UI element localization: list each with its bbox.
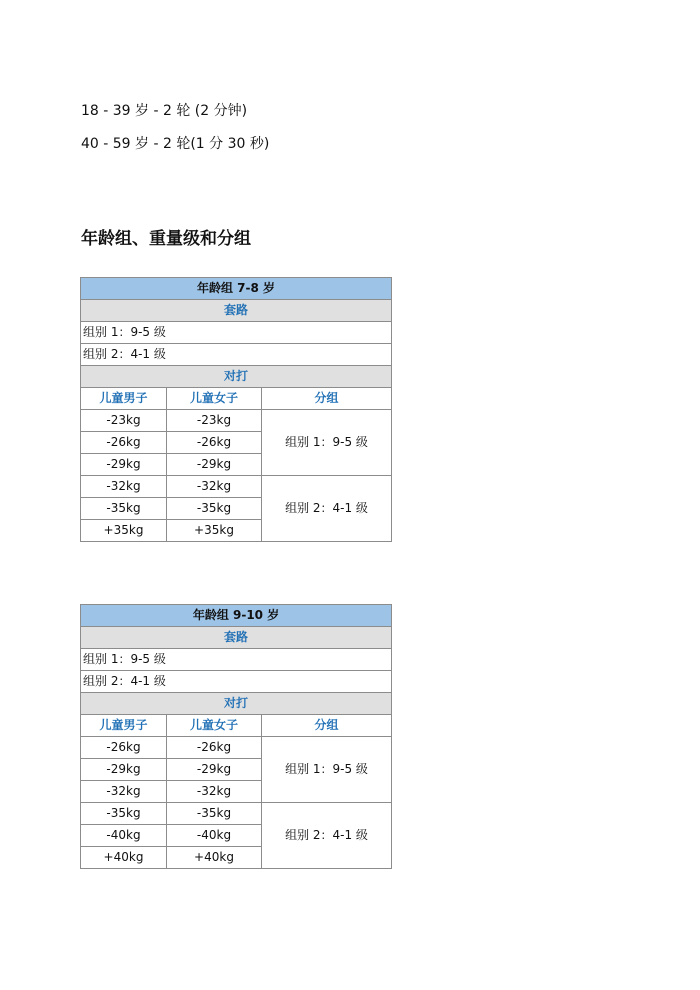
col-header-girls: 儿童女子 (167, 388, 262, 410)
table-title: 年龄组 9-10 岁 (81, 605, 392, 627)
girls-weight: -26kg (167, 737, 262, 759)
girls-weight: -29kg (167, 454, 262, 476)
girls-weight: -40kg (167, 825, 262, 847)
table-row (81, 737, 392, 759)
division-group-2: 组别 2：4-1 级 (262, 476, 392, 542)
round-rule-18-39: 18 - 39 岁 - 2 轮 (2 分钟) (81, 103, 248, 119)
forms-group-1: 组别 1：9-5 级 (81, 649, 392, 671)
table-row (81, 803, 392, 825)
boys-weight: +40kg (81, 847, 167, 869)
boys-weight: -32kg (81, 781, 167, 803)
girls-weight: +40kg (167, 847, 262, 869)
boys-weight: -40kg (81, 825, 167, 847)
boys-weight: -23kg (81, 410, 167, 432)
age-group-table-7-8 (80, 277, 392, 542)
girls-weight: -32kg (167, 476, 262, 498)
division-group-1: 组别 1：9-5 级 (262, 737, 392, 803)
forms-group-2: 组别 2：4-1 级 (81, 344, 392, 366)
girls-weight: -26kg (167, 432, 262, 454)
girls-weight: +35kg (167, 520, 262, 542)
division-group-1: 组别 1：9-5 级 (262, 410, 392, 476)
age-group-table-9-10 (80, 604, 392, 869)
girls-weight: -29kg (167, 759, 262, 781)
forms-section-label: 套路 (81, 300, 392, 322)
table-row (81, 410, 392, 432)
girls-weight: -35kg (167, 498, 262, 520)
round-rule-40-59: 40 - 59 岁 - 2 轮(1 分 30 秒) (81, 136, 270, 152)
girls-weight: -32kg (167, 781, 262, 803)
col-header-girls: 儿童女子 (167, 715, 262, 737)
girls-weight: -23kg (167, 410, 262, 432)
section-heading: 年龄组、重量级和分组 (81, 229, 251, 249)
division-group-2: 组别 2：4-1 级 (262, 803, 392, 869)
forms-group-2: 组别 2：4-1 级 (81, 671, 392, 693)
boys-weight: -35kg (81, 498, 167, 520)
forms-section-label: 套路 (81, 627, 392, 649)
sparring-section-label: 对打 (81, 693, 392, 715)
col-header-boys: 儿童男子 (81, 388, 167, 410)
boys-weight: -26kg (81, 432, 167, 454)
col-header-group: 分组 (262, 715, 392, 737)
boys-weight: -26kg (81, 737, 167, 759)
boys-weight: -29kg (81, 454, 167, 476)
boys-weight: -32kg (81, 476, 167, 498)
forms-group-1: 组别 1：9-5 级 (81, 322, 392, 344)
sparring-section-label: 对打 (81, 366, 392, 388)
boys-weight: +35kg (81, 520, 167, 542)
table-title: 年龄组 7-8 岁 (81, 278, 392, 300)
boys-weight: -35kg (81, 803, 167, 825)
boys-weight: -29kg (81, 759, 167, 781)
girls-weight: -35kg (167, 803, 262, 825)
table-row (81, 476, 392, 498)
col-header-group: 分组 (262, 388, 392, 410)
col-header-boys: 儿童男子 (81, 715, 167, 737)
